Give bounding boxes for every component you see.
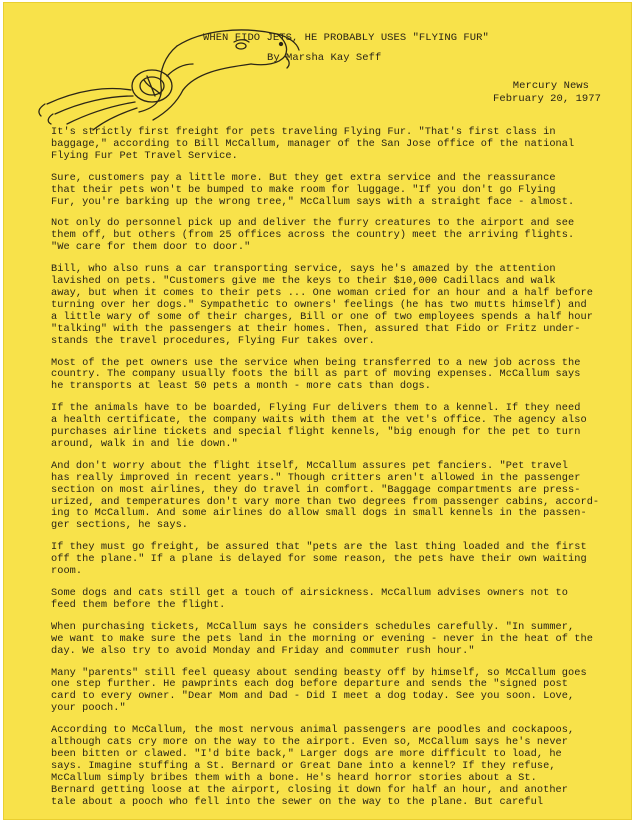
article-paragraph [51, 173, 597, 209]
paragraph-line: baggage," according to Bill McCallum, manager of the San Jose office of the national [51, 137, 575, 150]
paragraph-line: stands the travel procedures, Flying Fur takes over. [51, 334, 375, 347]
paragraph-line: "talking" with the passengers at their homes. Then, assured that Fido or Fritz under- [51, 322, 581, 335]
paragraph-line: although cats cry more on the way to the airport. Even so, McCallum says he's never [51, 736, 569, 749]
paragraph-line: card to every owner. "Dear Mom and Dad - Did I meet a dog today. See you soon. Love, [51, 690, 575, 703]
paragraph-line: that their pets won't be bumped to make room for luggage. "If you don't go Flying [51, 183, 556, 196]
paragraph-line: turning over her dogs." Sympathetic to owners' feelings (he has two mutts himself) and [51, 298, 587, 311]
paragraph-line: he transports at least 50 pets a month - more cats than dogs. [51, 380, 431, 393]
article-paragraph [51, 725, 597, 808]
paragraph-line: purchases airline tickets and special flight kennels, "big enough for the pet to turn [51, 426, 581, 439]
paragraph-line: section on most airlines, they do travel in comfort. "Baggage compartments are press- [51, 483, 581, 496]
paragraph-line: If they must go freight, be assured that "pets are the last thing loaded and the first [51, 541, 587, 554]
paragraph-line: off the plane." If a plane is delayed for some reason, the pets have their own waiting [51, 553, 587, 566]
paragraph-line: Bernard getting loose at the airport, closing it down for half an hour, and another [51, 783, 569, 796]
paragraph-line: urized, and temperatures don't vary more than two degrees from passenger cabins, accord- [51, 495, 600, 508]
paragraph-line: Flying Fur Pet Travel Service. [51, 149, 238, 162]
paragraph-line: day. We also try to avoid Monday and Friday and commuter rush hour." [51, 644, 475, 657]
paragraph-line: has really improved in recent years." Though critters aren't allowed in the passenger [51, 471, 581, 484]
article-title: WHEN FIDO JETS, HE PROBABLY USES "FLYING FUR" [203, 32, 489, 44]
paragraph-line: When purchasing tickets, McCallum says he considers schedules carefully. "In summer, [51, 620, 575, 633]
article-paragraph [51, 668, 597, 716]
article-paragraph [51, 622, 597, 658]
paragraph-line: country. The company usually foots the bill as part of moving expenses. McCallum says [51, 368, 581, 381]
paragraph-line: tale about a pooch who fell into the sewer on the way to the plane. But careful [51, 795, 544, 808]
article-paragraph [51, 403, 597, 451]
article-paragraph [51, 542, 597, 578]
article-body [51, 126, 600, 819]
paragraph-line: "We care for them door to door." [51, 241, 251, 254]
article-paragraph [51, 218, 597, 254]
article-paragraph [51, 588, 597, 612]
document-page [3, 2, 632, 820]
paragraph-line: Many "parents" still feel queasy about sending beasty off by himself, so McCallum goes [51, 666, 587, 679]
article-source [493, 80, 601, 106]
paragraph-line: your pooch." [51, 702, 126, 715]
paragraph-line: Sure, customers pay a little more. But they get extra service and the reassurance [51, 171, 556, 184]
paragraph-line: a little wary of some of their charges, Bill or one of two employees spends a half hour [51, 310, 593, 323]
article-byline: By Marsha Kay Seff [267, 52, 382, 64]
article-paragraph [51, 127, 597, 163]
paragraph-line: says. Imagine stuffing a St. Bernard or Great Dane into a kennel? If they refuse, [51, 759, 556, 772]
paragraph-line: If the animals have to be boarded, Flying Fur delivers them to a kennel. If they need [51, 402, 581, 415]
paragraph-line: Some dogs and cats still get a touch of airsickness. McCallum advises owners not to [51, 587, 569, 599]
article-paragraph [51, 459, 600, 532]
paragraph-line: feed them before the flight. [51, 598, 226, 611]
paragraph-line: Most of the pet owners use the service when being transferred to a new job across the [51, 356, 581, 369]
paragraph-line: ger sections, he says. [51, 519, 189, 532]
paragraph-line: It's strictly first freight for pets traveling Flying Fur. "That's first class in [51, 126, 556, 138]
paragraph-line: Fur, you're barking up the wrong tree," McCallum says with a straight face - almost. [51, 195, 575, 208]
paragraph-line: been bitten or clawed. "I'd bite back," Larger dogs are more difficult to load, he [51, 747, 562, 760]
paragraph-line: McCallum simply bribes them with a bone. He's heard horror stories about a St. [51, 771, 537, 784]
paragraph-line: them off, but others (from 25 offices across the country) meet the arriving flights. [51, 229, 575, 242]
paragraph-line: And don't worry about the flight itself, McCallum assures pet fanciers. "Pet travel [51, 459, 569, 472]
paragraph-line: away, but when it comes to their pets ... One woman cried for an hour and a half before [51, 286, 593, 299]
paragraph-line: According to McCallum, the most nervous animal passengers are poodles and cockapoos, [51, 724, 575, 737]
article-paragraph [51, 264, 597, 347]
publication-date: February 20, 1977 [493, 93, 601, 105]
article-paragraph [51, 358, 597, 394]
paragraph-line: a health certificate, the company waits with them at the vet's office. The agency also [51, 414, 587, 427]
paragraph-line: Bill, who also runs a car transporting service, says he's amazed by the attention [51, 263, 556, 276]
publication-name: Mercury News [512, 80, 589, 92]
paragraph-line: we want to make sure the pets land in the morning or evening - never in the heat of the [51, 632, 593, 645]
paragraph-line: ing to McCallum. And some airlines do allow small dogs in small kennels in the passen- [51, 507, 587, 520]
paragraph-line: lavished on pets. "Customers give me the keys to their $10,000 Cadillacs and walk [51, 275, 556, 288]
paragraph-line: one step further. He pawprints each dog before departure and sends the "signed post [51, 678, 569, 691]
paragraph-line: room. [51, 565, 83, 578]
paragraph-line: Not only do personnel pick up and deliver the furry creatures to the airport and see [51, 217, 575, 230]
paragraph-line: around, walk in and lie down." [51, 437, 238, 450]
